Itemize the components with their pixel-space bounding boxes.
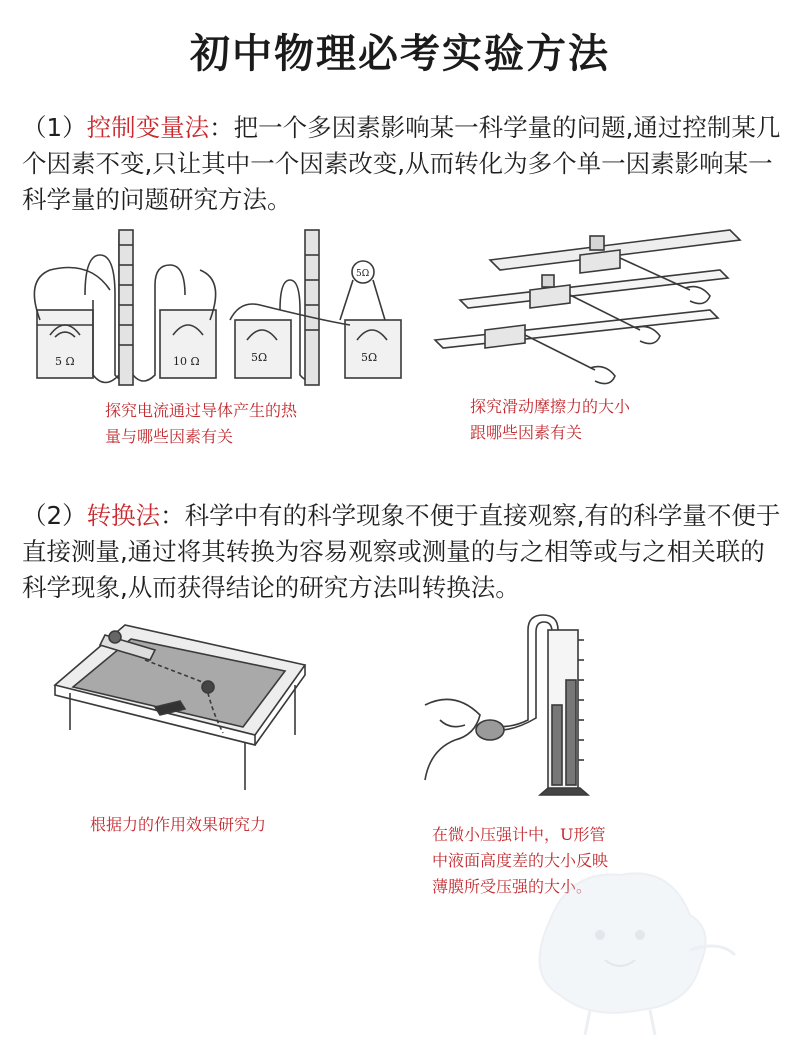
figure1-caption-line2: 量与哪些因素有关 [105, 427, 234, 446]
figure2-caption-line1: 探究滑动摩擦力的大小 [470, 397, 631, 416]
section2-number: （2） [22, 501, 87, 530]
section1-text: ：把一个多因素影响某一科学量的问题,通过控制某几个因素不变,只让其中一个因素改变,从而转化为多个单一因素影响某一科学量的问题研究方法。 [22, 113, 781, 214]
section1-paragraph [22, 110, 782, 218]
manometer-figure [420, 610, 640, 810]
section1-number: （1） [22, 113, 87, 142]
page-title: 初中物理必考实验方法 [190, 31, 610, 77]
figure4-caption-line2: 中液面高度差的大小反映 [432, 851, 609, 870]
friction-figure [430, 220, 770, 390]
section2-paragraph [22, 498, 782, 606]
resistor-5-small-label: 5Ω [356, 269, 370, 279]
resistor-10-label: 10 Ω [173, 355, 200, 368]
resistor-5-label: 5 Ω [55, 355, 75, 368]
figure2-caption-line2: 跟哪些因素有关 [470, 423, 583, 442]
figure1-caption [105, 398, 297, 450]
figure4-caption-line3: 薄膜所受压强的大小。 [432, 877, 593, 896]
figure2-caption [470, 394, 630, 446]
figure4-caption-line1: 在微小压强计中，U形管 [432, 825, 606, 844]
joule-heating-figure [15, 225, 415, 425]
mascot-watermark [490, 860, 750, 1040]
section2-keyword: 转换法 [86, 501, 161, 530]
resistor-5-right-label: 5Ω [361, 351, 378, 364]
section1-keyword: 控制变量法 [86, 113, 210, 142]
table-magnet-figure [45, 615, 315, 795]
section2-text: ：科学中有的科学现象不便于直接观察,有的科学量不便于直接测量,通过将其转换为容易观察或测量的与之相等或与之相关联的科学现象,从而获得结论的研究方法叫转换法。 [22, 501, 781, 602]
resistor-5-left-label: 5Ω [251, 351, 268, 364]
figure1-caption-line1: 探究电流通过导体产生的热 [105, 401, 298, 420]
figure3-caption: 根据力的作用效果研究力 [90, 815, 267, 834]
